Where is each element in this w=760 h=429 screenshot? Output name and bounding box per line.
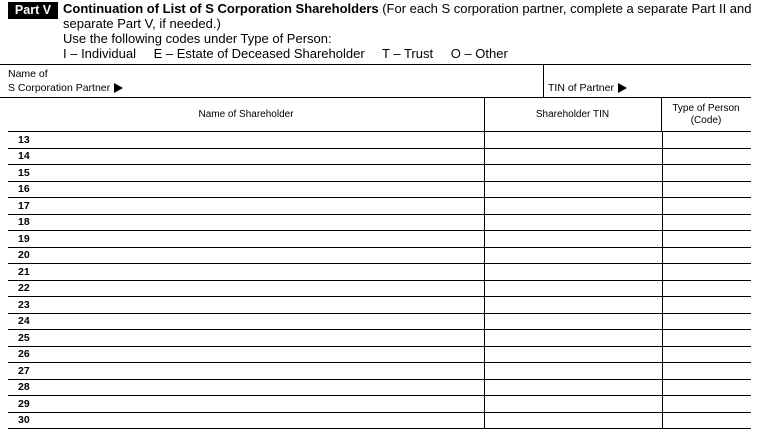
shareholder-tin-cell[interactable]	[484, 330, 662, 347]
row-number-and-name-cell[interactable]: 23	[8, 297, 484, 314]
shareholder-tin-cell[interactable]	[484, 181, 662, 198]
part-title-note: (For each S corporation partner, complete a separate Part II and separate Part V, if needed.)	[63, 1, 752, 31]
table-row	[8, 363, 751, 380]
row-number-and-name-cell[interactable]: 16	[8, 181, 484, 198]
type-of-person-cell[interactable]	[662, 181, 751, 198]
row-number-and-name-cell[interactable]: 26	[8, 346, 484, 363]
table-row	[8, 132, 751, 149]
type-of-person-cell[interactable]	[662, 280, 751, 297]
table-row	[8, 280, 751, 297]
shareholder-tin-cell[interactable]	[484, 363, 662, 380]
row-number-and-name-cell[interactable]: 14	[8, 148, 484, 165]
row-number-and-name-cell[interactable]: 29	[8, 396, 484, 413]
row-number-and-name-cell[interactable]: 30	[8, 412, 484, 429]
table-row	[8, 313, 751, 330]
part-label: Part V	[8, 2, 58, 19]
type-of-person-cell[interactable]	[662, 412, 751, 429]
table-row	[8, 264, 751, 281]
tin-of-partner-text: TIN of Partner	[548, 82, 614, 94]
row-number-and-name-cell[interactable]: 18	[8, 214, 484, 231]
type-of-person-cell[interactable]	[662, 264, 751, 281]
table-row	[8, 165, 751, 182]
shareholder-tin-cell[interactable]	[484, 297, 662, 314]
shareholder-tin-cell[interactable]	[484, 165, 662, 182]
table-row	[8, 412, 751, 429]
type-of-person-cell[interactable]	[662, 363, 751, 380]
shareholder-tin-cell[interactable]	[484, 313, 662, 330]
row-number-and-name-cell[interactable]: 15	[8, 165, 484, 182]
col-header-name: Name of Shareholder	[198, 109, 294, 120]
tin-of-partner-label	[548, 82, 627, 95]
type-of-person-cell[interactable]	[662, 132, 751, 149]
arrow-right-icon	[618, 83, 627, 93]
rule-partner-bottom	[0, 97, 751, 98]
shareholder-tin-cell[interactable]	[484, 346, 662, 363]
shareholder-tin-cell[interactable]	[484, 379, 662, 396]
type-of-person-cell[interactable]	[662, 247, 751, 264]
table-row	[8, 181, 751, 198]
col-header-type-line2: (Code)	[690, 115, 722, 126]
row-number-and-name-cell[interactable]: 17	[8, 198, 484, 215]
type-of-person-cell[interactable]	[662, 313, 751, 330]
table-row	[8, 379, 751, 396]
shareholder-tin-cell[interactable]	[484, 412, 662, 429]
shareholder-tin-cell[interactable]	[484, 148, 662, 165]
shareholder-tin-cell[interactable]	[484, 214, 662, 231]
type-of-person-cell[interactable]	[662, 231, 751, 248]
type-of-person-cell[interactable]	[662, 214, 751, 231]
table-row	[8, 231, 751, 248]
type-of-person-cell[interactable]	[662, 330, 751, 347]
row-number-and-name-cell[interactable]: 22	[8, 280, 484, 297]
col-header-type	[661, 103, 751, 127]
row-number-and-name-cell[interactable]: 13	[8, 132, 484, 149]
part-title-bold: Continuation of List of S Corporation Shareholders	[63, 1, 379, 16]
table-row	[8, 396, 751, 413]
type-of-person-cell[interactable]	[662, 297, 751, 314]
shareholder-tin-cell[interactable]	[484, 198, 662, 215]
rule-top	[0, 64, 751, 65]
partner-name-label	[8, 82, 123, 95]
codes-intro: Use the following codes under Type of Person:	[63, 31, 332, 46]
type-codes	[63, 46, 522, 61]
table-row	[8, 198, 751, 215]
row-number-and-name-cell[interactable]: 21	[8, 264, 484, 281]
type-of-person-cell[interactable]	[662, 165, 751, 182]
code-estate: E – Estate of Deceased Shareholder	[153, 46, 365, 61]
type-of-person-cell[interactable]	[662, 396, 751, 413]
table-row	[8, 247, 751, 264]
partner-name-label-line1: Name of	[8, 68, 48, 80]
code-trust: T – Trust	[382, 46, 434, 61]
partner-name-label-line2: S Corporation Partner	[8, 82, 111, 94]
table-row	[8, 214, 751, 231]
table-row	[8, 297, 751, 314]
row-number-and-name-cell[interactable]: 20	[8, 247, 484, 264]
row-number-and-name-cell[interactable]: 27	[8, 363, 484, 380]
row-number-and-name-cell[interactable]: 25	[8, 330, 484, 347]
arrow-right-icon	[114, 83, 123, 93]
shareholder-tin-cell[interactable]	[484, 280, 662, 297]
shareholder-tin-cell[interactable]	[484, 247, 662, 264]
type-of-person-cell[interactable]	[662, 198, 751, 215]
table-row	[8, 346, 751, 363]
type-of-person-cell[interactable]	[662, 148, 751, 165]
shareholder-tin-cell[interactable]	[484, 396, 662, 413]
row-number-and-name-cell[interactable]: 28	[8, 379, 484, 396]
partner-divider	[543, 64, 544, 98]
part-title	[63, 1, 753, 31]
shareholder-tin-cell[interactable]	[484, 264, 662, 281]
shareholder-table	[8, 131, 751, 429]
code-other: O – Other	[450, 46, 508, 61]
type-of-person-cell[interactable]	[662, 379, 751, 396]
type-of-person-cell[interactable]	[662, 346, 751, 363]
row-number-and-name-cell[interactable]: 19	[8, 231, 484, 248]
code-individual: I – Individual	[63, 46, 136, 61]
shareholder-tin-cell[interactable]	[484, 231, 662, 248]
table-row	[8, 148, 751, 165]
shareholder-tin-cell[interactable]	[484, 132, 662, 149]
table-row	[8, 330, 751, 347]
col-header-type-line1: Type of Person	[672, 103, 740, 114]
row-number-and-name-cell[interactable]: 24	[8, 313, 484, 330]
col-header-tin: Shareholder TIN	[535, 109, 610, 120]
